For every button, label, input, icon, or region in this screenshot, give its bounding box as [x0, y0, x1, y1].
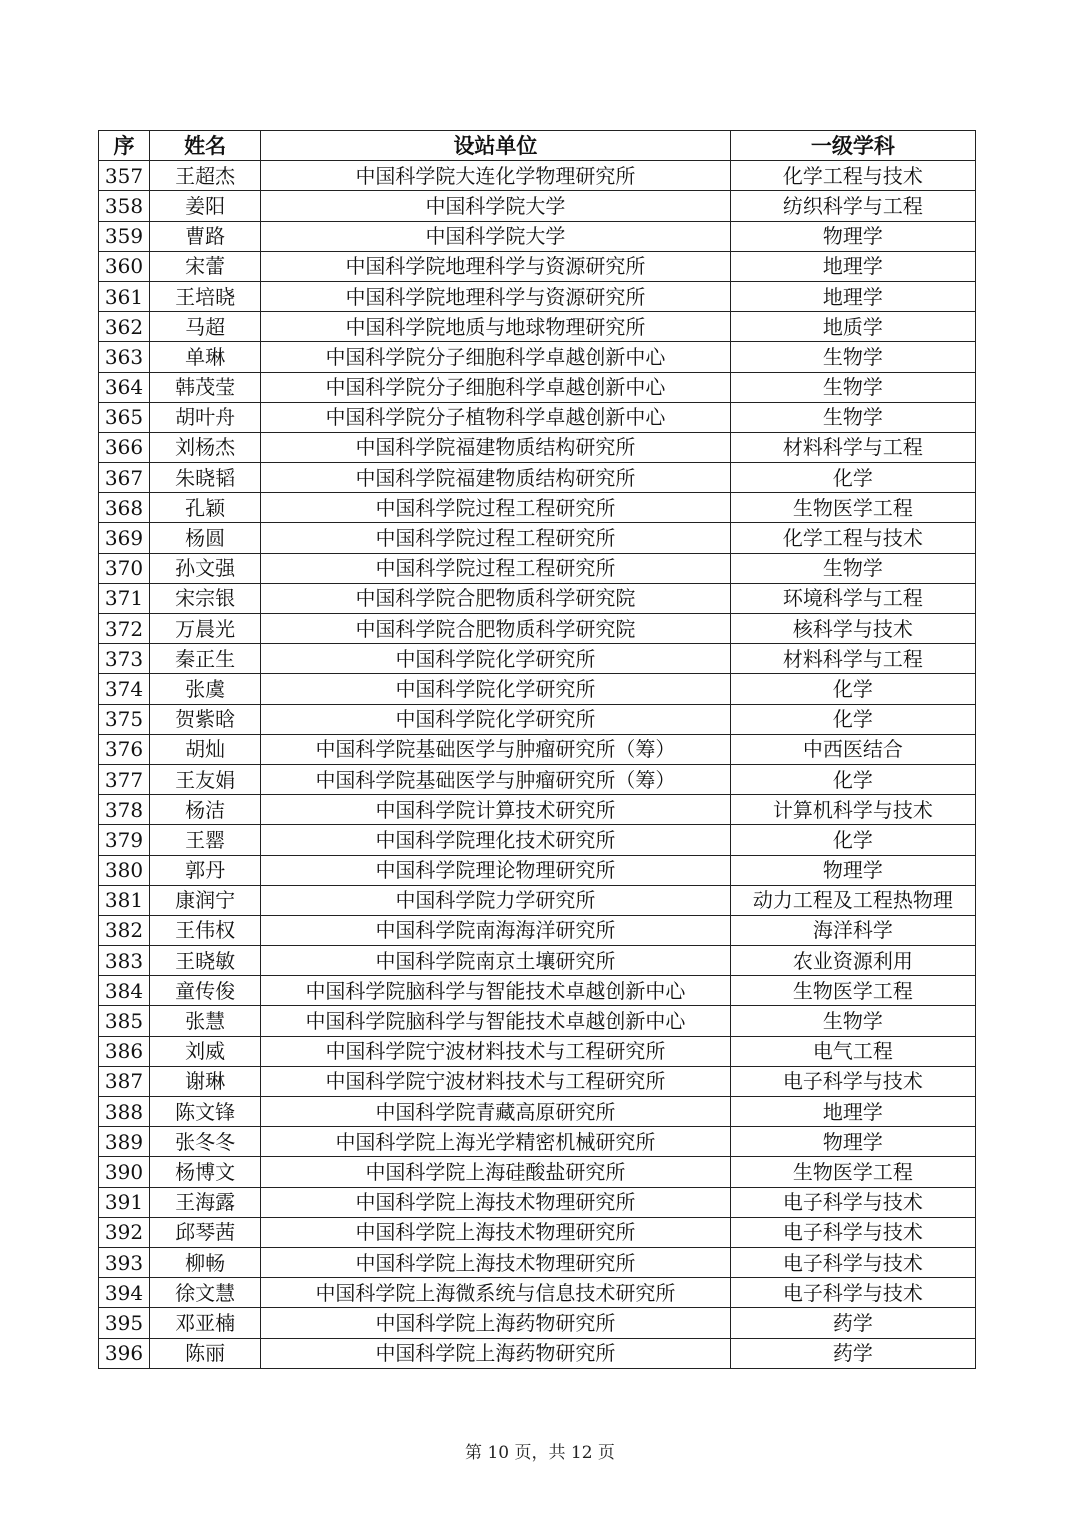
cell-name: 王超杰: [150, 161, 261, 191]
cell-index: 357: [99, 161, 150, 191]
cell-index: 378: [99, 795, 150, 825]
cell-name: 康润宁: [150, 885, 261, 915]
cell-name: 徐文慧: [150, 1278, 261, 1308]
cell-index: 386: [99, 1036, 150, 1066]
cell-discipline: 材料科学与工程: [730, 432, 975, 462]
cell-name: 王晓敏: [150, 946, 261, 976]
cell-institution: 中国科学院宁波材料技术与工程研究所: [261, 1066, 731, 1096]
table-row: [99, 221, 976, 251]
cell-index: 368: [99, 493, 150, 523]
cell-name: 马超: [150, 312, 261, 342]
cell-discipline: 地质学: [730, 312, 975, 342]
cell-name: 贺紫晗: [150, 704, 261, 734]
table-row: [99, 553, 976, 583]
cell-name: 杨博文: [150, 1157, 261, 1187]
cell-index: 395: [99, 1308, 150, 1338]
cell-discipline: 中西医结合: [730, 734, 975, 764]
cell-name: 刘杨杰: [150, 432, 261, 462]
cell-index: 377: [99, 764, 150, 794]
cell-discipline: 生物学: [730, 553, 975, 583]
header-institution: 设站单位: [261, 131, 731, 161]
cell-index: 380: [99, 855, 150, 885]
cell-name: 杨洁: [150, 795, 261, 825]
cell-discipline: 纺织科学与工程: [730, 191, 975, 221]
cell-institution: 中国科学院上海药物研究所: [261, 1308, 731, 1338]
cell-index: 379: [99, 825, 150, 855]
cell-index: 396: [99, 1338, 150, 1368]
table-row: [99, 1036, 976, 1066]
cell-name: 宋蕾: [150, 251, 261, 281]
cell-discipline: 电气工程: [730, 1036, 975, 1066]
cell-discipline: 药学: [730, 1338, 975, 1368]
cell-institution: 中国科学院上海技术物理研究所: [261, 1187, 731, 1217]
cell-institution: 中国科学院上海微系统与信息技术研究所: [261, 1278, 731, 1308]
cell-institution: 中国科学院上海技术物理研究所: [261, 1247, 731, 1277]
table-row: [99, 1187, 976, 1217]
cell-discipline: 化学: [730, 764, 975, 794]
cell-discipline: 生物医学工程: [730, 976, 975, 1006]
table-row: [99, 463, 976, 493]
cell-institution: 中国科学院福建物质结构研究所: [261, 463, 731, 493]
cell-discipline: 电子科学与技术: [730, 1247, 975, 1277]
cell-institution: 中国科学院地理科学与资源研究所: [261, 251, 731, 281]
cell-discipline: 生物学: [730, 1006, 975, 1036]
cell-index: 392: [99, 1217, 150, 1247]
table-row: [99, 1157, 976, 1187]
table-row: [99, 1217, 976, 1247]
table-row: [99, 342, 976, 372]
cell-discipline: 环境科学与工程: [730, 583, 975, 613]
header-name: 姓名: [150, 131, 261, 161]
cell-index: 381: [99, 885, 150, 915]
cell-institution: 中国科学院大学: [261, 221, 731, 251]
table-row: [99, 191, 976, 221]
table-row: [99, 885, 976, 915]
cell-discipline: 电子科学与技术: [730, 1278, 975, 1308]
cell-discipline: 核科学与技术: [730, 614, 975, 644]
cell-name: 单琳: [150, 342, 261, 372]
table-row: [99, 1308, 976, 1338]
cell-discipline: 化学工程与技术: [730, 161, 975, 191]
cell-name: 王培晓: [150, 281, 261, 311]
cell-institution: 中国科学院宁波材料技术与工程研究所: [261, 1036, 731, 1066]
cell-institution: 中国科学院上海技术物理研究所: [261, 1217, 731, 1247]
table-row: [99, 251, 976, 281]
cell-index: 361: [99, 281, 150, 311]
cell-institution: 中国科学院大连化学物理研究所: [261, 161, 731, 191]
cell-name: 万晨光: [150, 614, 261, 644]
cell-name: 陈丽: [150, 1338, 261, 1368]
cell-name: 邓亚楠: [150, 1308, 261, 1338]
cell-index: 391: [99, 1187, 150, 1217]
cell-index: 367: [99, 463, 150, 493]
cell-institution: 中国科学院上海光学精密机械研究所: [261, 1127, 731, 1157]
cell-name: 王友娟: [150, 764, 261, 794]
cell-index: 372: [99, 614, 150, 644]
table-row: [99, 734, 976, 764]
cell-index: 360: [99, 251, 150, 281]
table-row: [99, 1006, 976, 1036]
cell-institution: 中国科学院上海药物研究所: [261, 1338, 731, 1368]
cell-institution: 中国科学院化学研究所: [261, 644, 731, 674]
cell-name: 韩茂莹: [150, 372, 261, 402]
table-row: [99, 1097, 976, 1127]
cell-discipline: 地理学: [730, 251, 975, 281]
cell-discipline: 地理学: [730, 1097, 975, 1127]
cell-institution: 中国科学院地理科学与资源研究所: [261, 281, 731, 311]
cell-index: 393: [99, 1247, 150, 1277]
table-row: [99, 915, 976, 945]
cell-index: 369: [99, 523, 150, 553]
cell-index: 375: [99, 704, 150, 734]
cell-discipline: 材料科学与工程: [730, 644, 975, 674]
table-row: [99, 312, 976, 342]
table-row: [99, 704, 976, 734]
cell-discipline: 生物医学工程: [730, 493, 975, 523]
cell-discipline: 电子科学与技术: [730, 1066, 975, 1096]
cell-discipline: 物理学: [730, 855, 975, 885]
cell-discipline: 化学工程与技术: [730, 523, 975, 553]
cell-index: 389: [99, 1127, 150, 1157]
table-row: [99, 644, 976, 674]
table-row: [99, 614, 976, 644]
table-row: [99, 1127, 976, 1157]
cell-name: 柳畅: [150, 1247, 261, 1277]
table-row: [99, 281, 976, 311]
cell-institution: 中国科学院过程工程研究所: [261, 553, 731, 583]
cell-index: 364: [99, 372, 150, 402]
table-header-row: [99, 131, 976, 161]
cell-discipline: 计算机科学与技术: [730, 795, 975, 825]
cell-institution: 中国科学院合肥物质科学研究院: [261, 583, 731, 613]
table-row: [99, 372, 976, 402]
cell-discipline: 生物学: [730, 402, 975, 432]
table-row: [99, 1247, 976, 1277]
cell-institution: 中国科学院基础医学与肿瘤研究所（筹）: [261, 764, 731, 794]
cell-name: 王罂: [150, 825, 261, 855]
table-row: [99, 1066, 976, 1096]
cell-name: 朱晓韬: [150, 463, 261, 493]
table-row: [99, 402, 976, 432]
cell-institution: 中国科学院分子植物科学卓越创新中心: [261, 402, 731, 432]
cell-index: 394: [99, 1278, 150, 1308]
page-footer: 第 10 页，共 12 页: [465, 1443, 615, 1463]
cell-index: 365: [99, 402, 150, 432]
cell-index: 382: [99, 915, 150, 945]
table-row: [99, 825, 976, 855]
cell-index: 362: [99, 312, 150, 342]
cell-index: 376: [99, 734, 150, 764]
cell-discipline: 生物学: [730, 372, 975, 402]
cell-discipline: 电子科学与技术: [730, 1187, 975, 1217]
cell-name: 郭丹: [150, 855, 261, 885]
cell-institution: 中国科学院过程工程研究所: [261, 523, 731, 553]
cell-index: 366: [99, 432, 150, 462]
table-row: [99, 855, 976, 885]
cell-institution: 中国科学院大学: [261, 191, 731, 221]
cell-name: 张虞: [150, 674, 261, 704]
cell-name: 胡灿: [150, 734, 261, 764]
cell-name: 张慧: [150, 1006, 261, 1036]
cell-name: 张冬冬: [150, 1127, 261, 1157]
cell-index: 383: [99, 946, 150, 976]
cell-name: 刘威: [150, 1036, 261, 1066]
table-row: [99, 432, 976, 462]
cell-institution: 中国科学院福建物质结构研究所: [261, 432, 731, 462]
cell-index: 363: [99, 342, 150, 372]
cell-discipline: 化学: [730, 674, 975, 704]
cell-institution: 中国科学院过程工程研究所: [261, 493, 731, 523]
cell-index: 371: [99, 583, 150, 613]
table-row: [99, 523, 976, 553]
cell-index: 384: [99, 976, 150, 1006]
cell-discipline: 农业资源利用: [730, 946, 975, 976]
cell-name: 秦正生: [150, 644, 261, 674]
table-row: [99, 795, 976, 825]
table-row: [99, 161, 976, 191]
table-row: [99, 583, 976, 613]
table-row: [99, 1338, 976, 1368]
table-row: [99, 493, 976, 523]
table-row: [99, 976, 976, 1006]
cell-discipline: 生物学: [730, 342, 975, 372]
cell-name: 童传俊: [150, 976, 261, 1006]
cell-institution: 中国科学院理论物理研究所: [261, 855, 731, 885]
cell-name: 邱琴茜: [150, 1217, 261, 1247]
cell-index: 387: [99, 1066, 150, 1096]
cell-index: 390: [99, 1157, 150, 1187]
cell-index: 359: [99, 221, 150, 251]
cell-institution: 中国科学院计算技术研究所: [261, 795, 731, 825]
cell-discipline: 物理学: [730, 1127, 975, 1157]
cell-institution: 中国科学院脑科学与智能技术卓越创新中心: [261, 1006, 731, 1036]
cell-institution: 中国科学院化学研究所: [261, 674, 731, 704]
cell-index: 373: [99, 644, 150, 674]
cell-index: 388: [99, 1097, 150, 1127]
cell-discipline: 化学: [730, 463, 975, 493]
cell-institution: 中国科学院上海硅酸盐研究所: [261, 1157, 731, 1187]
cell-index: 370: [99, 553, 150, 583]
table-body: [99, 161, 976, 1369]
cell-name: 谢琳: [150, 1066, 261, 1096]
cell-name: 宋宗银: [150, 583, 261, 613]
table-row: [99, 946, 976, 976]
cell-institution: 中国科学院南海海洋研究所: [261, 915, 731, 945]
table-row: [99, 1278, 976, 1308]
cell-institution: 中国科学院脑科学与智能技术卓越创新中心: [261, 976, 731, 1006]
cell-institution: 中国科学院基础医学与肿瘤研究所（筹）: [261, 734, 731, 764]
cell-institution: 中国科学院分子细胞科学卓越创新中心: [261, 372, 731, 402]
postdoc-table: [98, 130, 976, 1369]
cell-name: 王海露: [150, 1187, 261, 1217]
cell-name: 王伟权: [150, 915, 261, 945]
cell-name: 曹路: [150, 221, 261, 251]
cell-name: 姜阳: [150, 191, 261, 221]
table-row: [99, 674, 976, 704]
cell-institution: 中国科学院分子细胞科学卓越创新中心: [261, 342, 731, 372]
cell-discipline: 药学: [730, 1308, 975, 1338]
cell-institution: 中国科学院青藏高原研究所: [261, 1097, 731, 1127]
header-index: 序: [99, 131, 150, 161]
cell-discipline: 化学: [730, 704, 975, 734]
cell-discipline: 化学: [730, 825, 975, 855]
header-discipline: 一级学科: [730, 131, 975, 161]
cell-institution: 中国科学院理化技术研究所: [261, 825, 731, 855]
cell-name: 杨圆: [150, 523, 261, 553]
table-row: [99, 764, 976, 794]
cell-institution: 中国科学院地质与地球物理研究所: [261, 312, 731, 342]
cell-name: 孙文强: [150, 553, 261, 583]
cell-name: 孔颖: [150, 493, 261, 523]
cell-discipline: 动力工程及工程热物理: [730, 885, 975, 915]
cell-institution: 中国科学院化学研究所: [261, 704, 731, 734]
cell-discipline: 电子科学与技术: [730, 1217, 975, 1247]
cell-name: 胡叶舟: [150, 402, 261, 432]
cell-discipline: 物理学: [730, 221, 975, 251]
cell-discipline: 生物医学工程: [730, 1157, 975, 1187]
cell-discipline: 地理学: [730, 281, 975, 311]
cell-index: 358: [99, 191, 150, 221]
cell-discipline: 海洋科学: [730, 915, 975, 945]
cell-index: 385: [99, 1006, 150, 1036]
cell-institution: 中国科学院南京土壤研究所: [261, 946, 731, 976]
cell-institution: 中国科学院力学研究所: [261, 885, 731, 915]
cell-institution: 中国科学院合肥物质科学研究院: [261, 614, 731, 644]
cell-index: 374: [99, 674, 150, 704]
cell-name: 陈文锋: [150, 1097, 261, 1127]
